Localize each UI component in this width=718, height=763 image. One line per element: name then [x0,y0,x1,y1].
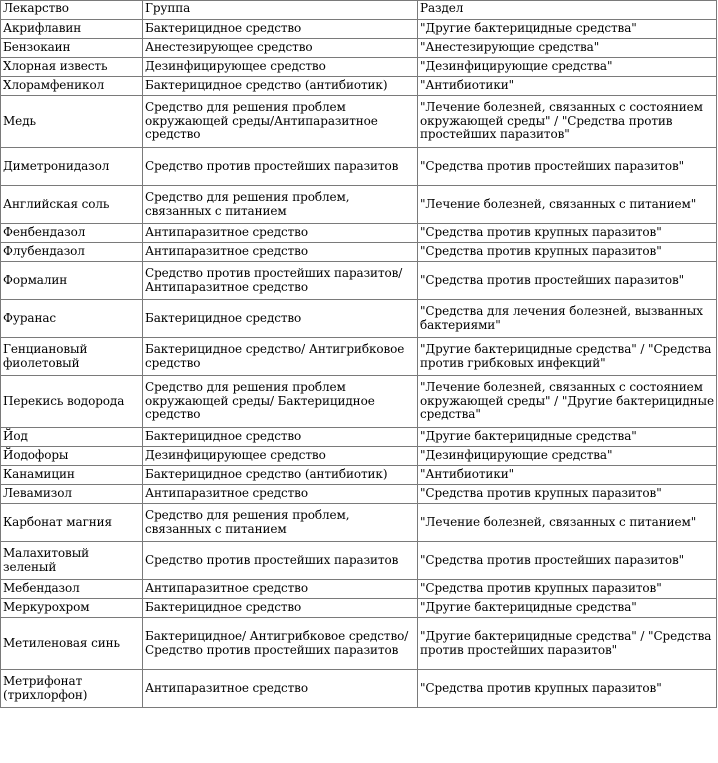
table-row [1,580,717,599]
group-cell: Средство для решения проблем окружающей среды/ Бактерицидное средство [143,376,418,428]
drug-cell: Йодофоры [1,447,143,466]
section-cell: "Средства против крупных паразитов" [418,485,717,504]
table-row [1,599,717,618]
group-cell: Бактерицидное/ Антигрибковое средство/ Средство против простейших паразитов [143,618,418,670]
drug-cell: Хлорная известь [1,58,143,77]
group-cell: Антипаразитное средство [143,485,418,504]
group-cell: Антипаразитное средство [143,224,418,243]
group-cell: Антипаразитное средство [143,243,418,262]
section-cell: "Антибиотики" [418,466,717,485]
table-row [1,243,717,262]
group-cell: Средство против простейших паразитов [143,542,418,580]
header-drug: Лекарство [1,1,143,20]
drug-cell: Хлорамфеникол [1,77,143,96]
group-cell: Бактерицидное средство/ Антигрибковое средство [143,338,418,376]
table-row [1,428,717,447]
table-row [1,466,717,485]
drug-cell: Диметронидазол [1,148,143,186]
group-cell: Средство для решения проблем, связанных с питанием [143,186,418,224]
header-row [1,1,717,20]
table-row [1,542,717,580]
group-cell: Бактерицидное средство (антибиотик) [143,466,418,485]
table-row [1,447,717,466]
drug-cell: Медь [1,96,143,148]
group-cell: Бактерицидное средство [143,428,418,447]
drug-cell: Канамицин [1,466,143,485]
group-cell: Дезинфицирующее средство [143,58,418,77]
section-cell: "Другие бактерицидные средства" [418,599,717,618]
section-cell: "Лечение болезней, связанных с состоянием окружающей среды" / "Средства против простейших паразитов" [418,96,717,148]
section-cell: "Средства для лечения болезней, вызванных бактериями" [418,300,717,338]
table-row [1,262,717,300]
table-row [1,224,717,243]
table-row [1,670,717,708]
group-cell: Дезинфицирующее средство [143,447,418,466]
table-row [1,376,717,428]
group-cell: Антипаразитное средство [143,670,418,708]
drug-cell: Бензокаин [1,39,143,58]
drug-cell: Меркурохром [1,599,143,618]
table-row [1,58,717,77]
table-row [1,300,717,338]
table-row [1,39,717,58]
drug-cell: Метиленовая синь [1,618,143,670]
section-cell: "Средства против крупных паразитов" [418,243,717,262]
section-cell: "Лечение болезней, связанных с питанием" [418,504,717,542]
group-cell: Анестезирующее средство [143,39,418,58]
section-cell: "Лечение болезней, связанных с состоянием окружающей среды" / "Другие бактерицидные средства" [418,376,717,428]
drug-cell: Метрифонат (трихлорфон) [1,670,143,708]
group-cell: Средство для решения проблем, связанных с питанием [143,504,418,542]
drug-cell: Йод [1,428,143,447]
section-cell: "Средства против простейших паразитов" [418,262,717,300]
section-cell: "Средства против простейших паразитов" [418,148,717,186]
drug-cell: Перекись водорода [1,376,143,428]
section-cell: "Антибиотики" [418,77,717,96]
table-row [1,77,717,96]
group-cell: Средство против простейших паразитов [143,148,418,186]
drug-cell: Фуранас [1,300,143,338]
drug-cell: Формалин [1,262,143,300]
drug-cell: Карбонат магния [1,504,143,542]
group-cell: Бактерицидное средство (антибиотик) [143,77,418,96]
section-cell: "Дезинфицирующие средства" [418,58,717,77]
header-group: Группа [143,1,418,20]
group-cell: Средство против простейших паразитов/ Антипаразитное средство [143,262,418,300]
table-row [1,338,717,376]
table-row [1,20,717,39]
section-cell: "Лечение болезней, связанных с питанием" [418,186,717,224]
drug-cell: Фенбендазол [1,224,143,243]
table-row [1,485,717,504]
group-cell: Бактерицидное средство [143,300,418,338]
drug-cell: Мебендазол [1,580,143,599]
section-cell: "Средства против крупных паразитов" [418,670,717,708]
drug-cell: Флубендазол [1,243,143,262]
section-cell: "Другие бактерицидные средства" / "Средства против грибковых инфекций" [418,338,717,376]
table-row [1,186,717,224]
section-cell: "Средства против простейших паразитов" [418,542,717,580]
table-row [1,148,717,186]
section-cell: "Дезинфицирующие средства" [418,447,717,466]
table-row [1,618,717,670]
section-cell: "Анестезирующие средства" [418,39,717,58]
group-cell: Антипаразитное средство [143,580,418,599]
section-cell: "Другие бактерицидные средства" / "Средства против простейших паразитов" [418,618,717,670]
group-cell: Бактерицидное средство [143,599,418,618]
drug-cell: Английская соль [1,186,143,224]
section-cell: "Средства против крупных паразитов" [418,224,717,243]
section-cell: "Другие бактерицидные средства" [418,428,717,447]
group-cell: Бактерицидное средство [143,20,418,39]
table-row [1,96,717,148]
drug-cell: Малахитовый зеленый [1,542,143,580]
table-row [1,504,717,542]
header-section: Раздел [418,1,717,20]
drug-cell: Левамизол [1,485,143,504]
drug-cell: Генциановый фиолетовый [1,338,143,376]
drug-cell: Акрифлавин [1,20,143,39]
section-cell: "Средства против крупных паразитов" [418,580,717,599]
group-cell: Средство для решения проблем окружающей среды/Антипаразитное средство [143,96,418,148]
section-cell: "Другие бактерицидные средства" [418,20,717,39]
